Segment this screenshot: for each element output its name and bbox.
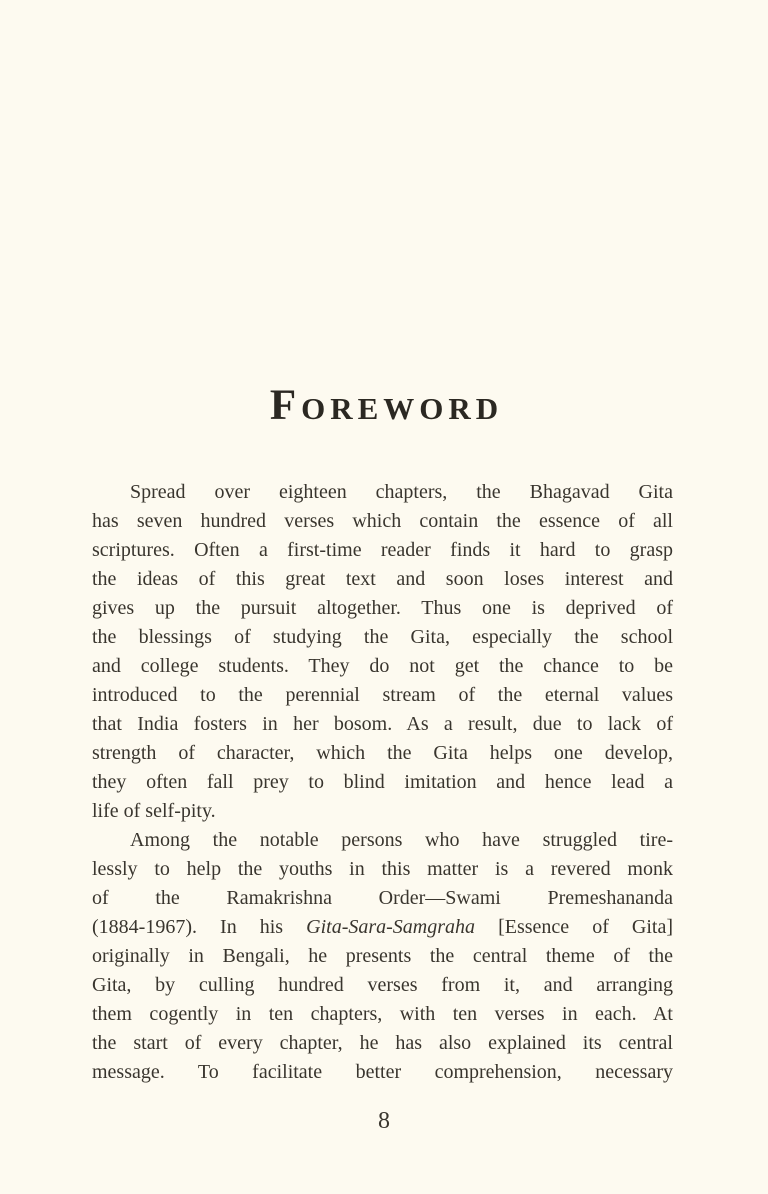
page-number: 8 [378, 1108, 390, 1134]
text-line: them cogently in ten chapters, with ten verses in each. At [92, 1003, 673, 1025]
text-line: they often fall prey to blind imitation and hence lead a [92, 771, 673, 793]
book-title-italic: Gita-Sara-Samgraha [306, 916, 476, 938]
paragraph-2 [92, 826, 673, 1087]
text-line: of the Ramakrishna Order—Swami Premeshananda [92, 887, 673, 909]
body-text [92, 478, 673, 1087]
page-title: FOREWORD [269, 382, 504, 429]
text-line: life of self-pity. [92, 800, 216, 822]
text-line-with-italic [92, 913, 673, 942]
text-line: introduced to the perennial stream of the eternal values [92, 684, 673, 706]
text-line: and college students. They do not get the chance to be [92, 655, 673, 677]
text-line: scriptures. Often a first-time reader finds it hard to grasp [92, 539, 673, 561]
text-line: Spread over eighteen chapters, the Bhagavad Gita [130, 481, 673, 503]
text-line: message. To facilitate better comprehension, necessary [92, 1061, 673, 1083]
paragraph-1 [92, 478, 673, 826]
text-line: the ideas of this great text and soon loses interest and [92, 568, 673, 590]
text-line: originally in Bengali, he presents the central theme of the [92, 945, 673, 967]
text-segment: [Essence of Gita] [475, 916, 674, 938]
text-line: gives up the pursuit altogether. Thus one is deprived of [92, 597, 673, 619]
text-line: that India fosters in her bosom. As a result, due to lack of [92, 713, 673, 735]
text-segment: (1884-1967). In his [92, 916, 307, 938]
text-line: Among the notable persons who have struggled tire- [130, 829, 673, 851]
text-line: the blessings of studying the Gita, especially the school [92, 626, 673, 648]
text-line: Gita, by culling hundred verses from it, and arranging [92, 974, 673, 996]
text-line: has seven hundred verses which contain the essence of all [92, 510, 673, 532]
text-line: lessly to help the youths in this matter is a revered monk [92, 858, 673, 880]
text-line: strength of character, which the Gita helps one develop, [92, 742, 673, 764]
text-line: the start of every chapter, he has also explained its central [92, 1032, 673, 1054]
